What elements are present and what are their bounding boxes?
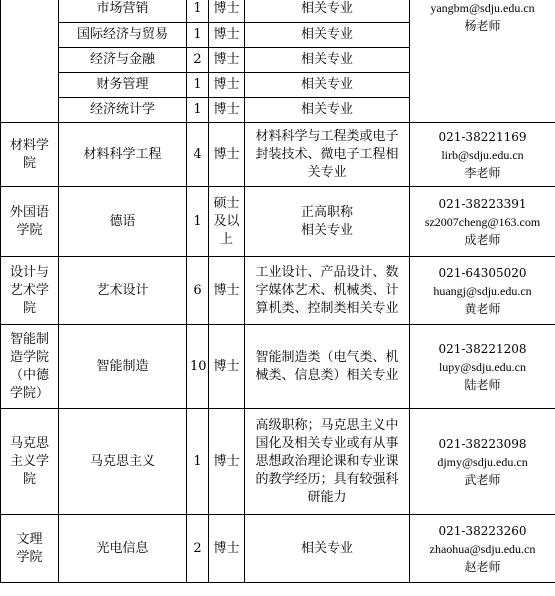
req-line: 封装技术、微电子工程相 (255, 146, 399, 162)
count-cell: 2 (187, 515, 209, 583)
count-cell: 2 (187, 48, 209, 73)
count-cell: 1 (187, 23, 209, 48)
degree-line: 及以 (213, 213, 240, 229)
contact-cell (410, 123, 555, 187)
contact-person: 武老师 (464, 472, 501, 487)
dept-cell (1, 257, 59, 325)
contact-cell (410, 257, 555, 325)
dept-line: 学院） (9, 385, 49, 401)
degree-cell: 博士 (209, 48, 245, 73)
major-cell: 智能制造 (59, 325, 187, 409)
table-row (1, 123, 555, 187)
count-cell: 4 (187, 123, 209, 187)
major-cell: 经济与金融 (59, 48, 187, 73)
dept-line: 主义学 (9, 453, 49, 469)
major-cell: 艺术设计 (59, 257, 187, 325)
count-cell: 1 (187, 0, 209, 23)
contact-email: lupy@sdju.edu.cn (438, 359, 527, 374)
dept-line: 马克思 (9, 435, 49, 451)
count-cell: 6 (187, 257, 209, 325)
contact-phone: 021-38223260 (438, 523, 527, 538)
dept-line: 院 (22, 300, 36, 316)
dept-line: 材料学 (9, 137, 49, 153)
major-cell: 市场营销 (59, 0, 187, 23)
req-line: 思想政治理论课和专业课 (255, 453, 399, 469)
contact-person: 黄老师 (464, 301, 501, 316)
contact-person: 李老师 (464, 165, 501, 180)
dept-cell (1, 187, 59, 257)
major-cell: 材料科学工程 (59, 123, 187, 187)
dept-cell (1, 0, 59, 123)
contact-phone: 021-38223391 (438, 196, 527, 211)
degree-cell: 博士 (209, 98, 245, 123)
degree-line: 上 (219, 231, 233, 247)
contact-email: lirb@sdju.edu.cn (441, 147, 524, 162)
contact-phone: 021-38223098 (438, 436, 527, 451)
req-line: 算机类、控制类相关专业 (255, 300, 399, 316)
contact-phone: 021-38221169 (438, 129, 527, 144)
table-row (1, 409, 555, 515)
dept-line: 学院 (16, 549, 43, 565)
contact-email: yangbm@sdju.edu.cn (430, 1, 535, 15)
req-line: 关专业 (307, 164, 347, 180)
table-row (1, 325, 555, 409)
contact-email: huangj@sdju.edu.cn (433, 283, 532, 298)
req-line: 材料科学与工程类或电子 (255, 128, 399, 144)
dept-cell (1, 515, 59, 583)
dept-line: 智能制 (9, 331, 49, 347)
req-line: 智能制造类（电气类、机 (255, 349, 399, 365)
dept-line: 院 (22, 471, 36, 487)
count-cell: 1 (187, 98, 209, 123)
table-row (1, 257, 555, 325)
contact-person: 成老师 (464, 232, 501, 247)
req-line: 研能力 (307, 489, 347, 505)
requirement-cell (245, 409, 410, 515)
requirement-cell (245, 187, 410, 257)
count-cell: 1 (187, 187, 209, 257)
req-line: 高级职称；马克思主义中 (255, 417, 399, 433)
requirement-cell (245, 123, 410, 187)
dept-line: 院 (22, 155, 36, 171)
contact-cell (410, 409, 555, 515)
degree-cell: 博士 (209, 23, 245, 48)
dept-line: （中德 (9, 367, 49, 383)
contact-person: 陆老师 (464, 377, 501, 392)
requirement-cell (245, 325, 410, 409)
major-cell: 德语 (59, 187, 187, 257)
dept-cell (1, 409, 59, 515)
contact-email: zhaohua@sdju.edu.cn (429, 541, 536, 556)
contact-email: djmy@sdju.edu.cn (437, 454, 528, 469)
requirement-cell: 相关专业 (245, 0, 410, 23)
contact-person: 赵老师 (464, 559, 501, 574)
contact-cell (410, 515, 555, 583)
requirement-cell: 相关专业 (245, 98, 410, 123)
dept-line: 造学院 (9, 349, 49, 365)
contact-cell (410, 187, 555, 257)
req-line: 的教学经历；具有较强科 (255, 471, 399, 487)
requirement-cell: 相关专业 (245, 73, 410, 98)
major-cell: 经济统计学 (59, 98, 187, 123)
degree-cell: 博士 (209, 409, 245, 515)
major-cell: 马克思主义 (59, 409, 187, 515)
degree-cell: 博士 (209, 123, 245, 187)
contact-phone: 021-64305020 (438, 265, 527, 280)
req-line: 相关专业 (300, 222, 353, 238)
requirement-cell (245, 257, 410, 325)
req-line: 国化及相关专业或有从事 (255, 435, 399, 451)
major-cell: 财务管理 (59, 73, 187, 98)
dept-line: 文理 (16, 531, 43, 547)
req-line: 工业设计、产品设计、数 (255, 264, 399, 280)
contact-cell (410, 0, 555, 123)
contact-email: sz2007cheng@163.com (424, 214, 541, 229)
req-line: 正高职称 (300, 204, 353, 220)
degree-cell (209, 187, 245, 257)
table-row (1, 187, 555, 257)
requirement-cell: 相关专业 (245, 23, 410, 48)
degree-cell: 博士 (209, 325, 245, 409)
major-cell: 国际经济与贸易 (59, 23, 187, 48)
table-row (1, 0, 555, 23)
degree-cell: 博士 (209, 515, 245, 583)
degree-cell: 博士 (209, 73, 245, 98)
dept-line: 艺术学 (9, 282, 49, 298)
degree-cell: 博士 (209, 257, 245, 325)
major-cell: 光电信息 (59, 515, 187, 583)
contact-phone: 021-38221208 (438, 341, 527, 356)
count-cell: 1 (187, 73, 209, 98)
dept-line: 外国语 (9, 204, 49, 220)
degree-cell: 博士 (209, 0, 245, 23)
dept-cell (1, 123, 59, 187)
contact-person: 杨老师 (464, 19, 501, 33)
table-row (1, 515, 555, 583)
count-cell: 1 (187, 409, 209, 515)
degree-line: 硕士 (213, 195, 240, 211)
req-line: 字媒体艺术、机械类、计 (255, 282, 399, 298)
requirement-cell: 相关专业 (245, 48, 410, 73)
dept-line: 设计与 (9, 264, 49, 280)
requirement-cell: 相关专业 (245, 515, 410, 583)
req-line: 械类、信息类）相关专业 (255, 367, 399, 383)
contact-cell (410, 325, 555, 409)
dept-cell (1, 325, 59, 409)
dept-line: 学院 (16, 222, 43, 238)
count-cell: 10 (187, 325, 209, 409)
